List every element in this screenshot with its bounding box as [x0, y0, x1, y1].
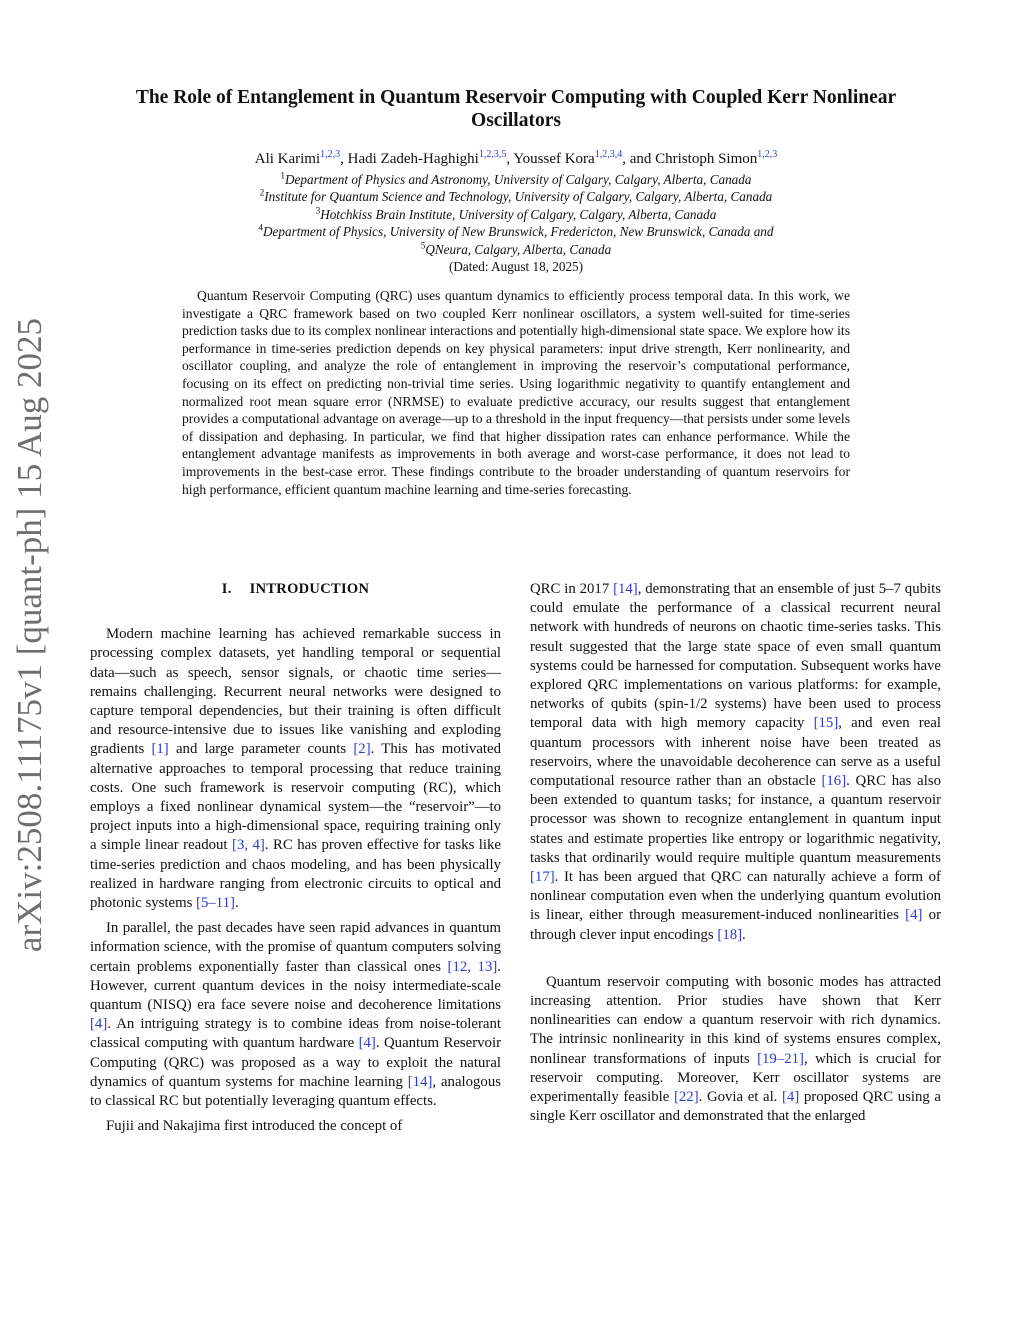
arxiv-identifier: arXiv:2508.11175v1 [quant-ph] 15 Aug 2025	[10, 317, 49, 953]
affiliation-line	[96, 223, 936, 240]
right-column	[530, 580, 941, 1126]
affiliation-text: Institute for Quantum Science and Technology, University of Calgary, Calgary, Alberta, Canada	[264, 189, 773, 205]
affiliation-line	[96, 171, 936, 188]
section-heading	[90, 580, 501, 599]
citation-link[interactable]: [16]	[821, 773, 847, 790]
affiliation-line	[96, 188, 936, 205]
affiliation-number: 4	[258, 222, 264, 233]
affiliation-list	[96, 171, 936, 258]
citation-link[interactable]: [5–11]	[196, 895, 235, 912]
author-name: Youssef Kora	[513, 151, 595, 167]
affiliation-number: 2	[259, 188, 265, 199]
body-paragraph: QRC in 2017 [14], demonstrating that an ensemble of just 5–7 qubits could emulate the performance of a classical recurrent neural network with hundreds of neurons on chaotic time-series tasks. This result suggested that the large state space of even small quantum systems could be harnessed for computation. Subsequent works have explored QRC implementations on various platforms: for example, networks of qubits (spin-1/2 systems) have been used to process temporal data with high memory capacity [15], and even real quantum processors with inherent noise have been treated as reservoirs, where the unavoidable decoherence can serve as a useful computational resource rather than an obstacle [16]. QRC has also been extended to quantum tasks; for instance, a quantum reservoir processor was shown to recognize entanglement in quantum input states and estimate properties like entropy or logarithmic negativity, tasks that ordinarily would require multiple quantum measurements [17]. It has been argued that QRC can naturally achieve a form of nonlinear computation even when the underlying quantum evolution is linear, either through measurement-induced nonlinearities [4] or through clever input encodings [18].	[530, 581, 941, 943]
left-column-body	[90, 625, 501, 1136]
citation-link[interactable]: [3, 4]	[232, 837, 265, 854]
section-number: I.	[221, 581, 232, 597]
abstract	[182, 287, 850, 498]
body-paragraph: Quantum reservoir computing with bosonic modes has attracted increasing attention. Prior studies have shown that Kerr nonlinearities can endow a quantum reservoir with rich dynamics. The intrinsic nonlinearity in this kind of systems ensures complex, nonlinear transformations of inputs [19–21], which is crucial for reservoir computing. Moreover, Kerr oscillator systems are experimentally feasible [22]. Govia et al. [4] proposed QRC using a single Kerr oscillator and demonstrated that the enlarged	[530, 973, 942, 1125]
citation-link[interactable]: [22]	[673, 1089, 699, 1106]
body-paragraph: Fujii and Nakajima first introduced the concept of	[106, 1118, 403, 1135]
affiliation-line	[96, 241, 936, 258]
citation-link[interactable]: [4]	[905, 907, 923, 924]
abstract-text: Quantum Reservoir Computing (QRC) uses quantum dynamics to efficiently process temporal data. In this work, we investigate a QRC framework based on two coupled Kerr nonlinear oscillators, a system well-suited for time-series prediction tasks due to its complex nonlinear interactions and potentially high-dimensional state space. We explore how its performance in time-series prediction depends on key physical parameters: input drive strength, Kerr nonlinearity, and oscillator coupling, and analyze the role of entanglement in improving the reservoir’s computational performance, focusing on its effect on predicting non-trivial time series. Using logarithmic negativity to quantify entanglement and normalized root mean square error (NRMSE) to evaluate predictive accuracy, our results suggest that entanglement provides a computational advantage on average—up to a threshold in the input frequency—that persists under some levels of dissipation and dephasing. In particular, we find that higher dissipation rates can enhance performance. While the entanglement advantage manifests as improvements in both average and worst-case performance, it does not lead to improvements in the best-case error. These findings contribute to the broader understanding of quantum reservoirs for high performance, efficient quantum machine learning and time-series forecasting.	[182, 288, 850, 497]
affiliation-text: Department of Physics and Astronomy, University of Calgary, Calgary, Alberta, Canada	[285, 172, 752, 187]
paper-title: The Role of Entanglement in Quantum Reservoir Computing with Coupled Kerr Nonlinear Oscillators	[135, 87, 897, 131]
citation-link[interactable]: [19–21]	[757, 1050, 804, 1067]
body-paragraph: Modern machine learning has achieved remarkable success in processing complex datasets, yet handling temporal or sequential data—such as speech, sensor signals, or chaotic time series—remains challenging. Recurrent neural networks were designed to capture temporal dependencies, but their training is often difficult and resource-intensive due to issues like vanishing and exploding gradients [1] and large parameter counts [2]. This has motivated alternative approaches to temporal processing that reduce training costs. One such framework is reservoir computing (RC), which employs a fixed nonlinear dynamical system—the “reservoir”—to project inputs into a high-dimensional space, requiring training only a simple linear readout [3, 4]. RC has proven effective for tasks like time-series prediction and chaos modeling, and has been physically realized in hardware ranging from electronic circuits to optical and photonic systems [5–11].	[90, 626, 501, 912]
affiliation-number: 3	[315, 205, 321, 216]
right-column-body	[530, 580, 941, 1126]
citation-link[interactable]: [4]	[782, 1089, 800, 1106]
section-title: INTRODUCTION	[249, 581, 370, 597]
affiliation-text: Department of Physics, University of New Brunswick, Fredericton, New Brunswick, Canada and	[263, 224, 774, 240]
citation-link[interactable]: [4]	[358, 1035, 376, 1052]
citation-link[interactable]: [18]	[717, 926, 743, 943]
affiliations	[96, 171, 936, 275]
affiliation-line	[96, 206, 936, 223]
affiliation-number: 5	[420, 240, 426, 251]
citation-link[interactable]: [2]	[353, 741, 371, 758]
author-affiliation-marks: 1,2,3	[320, 149, 341, 160]
author-name: Ali Karimi	[254, 151, 321, 167]
citation-link[interactable]: [4]	[90, 1016, 108, 1033]
affiliation-text: Hotchkiss Brain Institute, University of Calgary, Calgary, Alberta, Canada	[320, 206, 717, 222]
author-list: Ali Karimi$^{1,2,3}$, Hadi Zadeh-Haghighi$^{1,2,3,5}$, Youssef Kora$^{1,2,3,4}$, and Christoph Simon$^{1,2,3}$	[254, 149, 778, 167]
date-line: (Dated: August 18, 2025)	[448, 259, 584, 275]
affiliation-text: QNeura, Calgary, Alberta, Canada	[425, 241, 612, 257]
author-name: Christoph Simon	[655, 151, 758, 167]
author-affiliation-marks: 1,2,3,4	[594, 149, 623, 160]
body-paragraph: In parallel, the past decades have seen rapid advances in quantum information science, with the promise of quantum computers solving certain problems exponentially faster than classical ones [12, 13]. However, current quantum devices in the noisy intermediate-scale quantum (NISQ) era face severe noise and decoherence limitations [4]. An intriguing strategy is to combine ideas from noise-tolerant classical computing with quantum hardware [4]. Quantum Reservoir Computing (QRC) was proposed as a way to exploit the natural dynamics of quantum systems for machine learning [14], analogous to classical RC but potentially leveraging quantum effects.	[90, 920, 501, 1110]
citation-link[interactable]: [12, 13]	[447, 958, 498, 975]
author-affiliation-marks: 1,2,3,5	[478, 149, 507, 160]
author-affiliation-marks: 1,2,3	[757, 149, 778, 160]
author-name: Hadi Zadeh-Haghighi	[347, 151, 479, 167]
affiliation-number: 1	[280, 170, 286, 181]
left-column	[90, 580, 501, 1136]
citation-link[interactable]: [17]	[530, 869, 555, 886]
citation-link[interactable]: [15]	[813, 715, 839, 732]
citation-link[interactable]: [14]	[407, 1073, 433, 1090]
citation-link[interactable]: [1]	[151, 741, 169, 758]
citation-link[interactable]: [14]	[613, 581, 638, 597]
